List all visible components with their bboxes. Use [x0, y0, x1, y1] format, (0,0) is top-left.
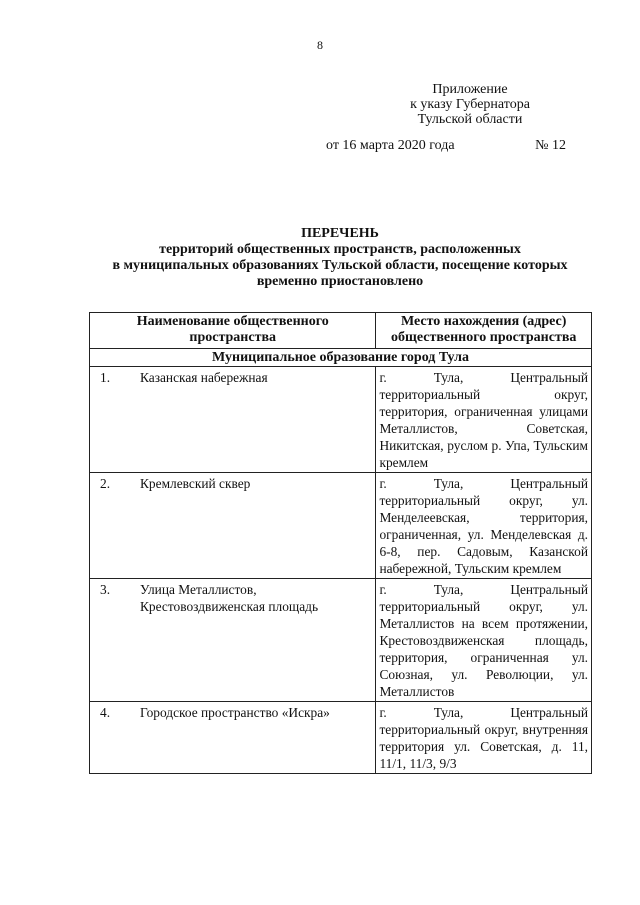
table-header-row — [90, 313, 592, 349]
document-title — [70, 226, 610, 290]
title-line-3: в муниципальных образованиях Тульской области, посещение которых — [112, 258, 568, 273]
appendix-block — [380, 82, 560, 127]
table-row — [90, 579, 592, 702]
table-row — [90, 702, 592, 774]
title-line-2: территорий общественных пространств, расположенных — [159, 242, 521, 257]
space-address: г. Тула, Центральный территориальный округ, ул. Менделеевская, территория, ограниченная, ул. Менделевская д. 6-8, пер. Садовым, Казанской набережной, Тульским кремлем — [376, 473, 592, 579]
space-address: г. Тула, Центральный территориальный округ, ул. Металлистов на всем протяжении, Крестовоздвиженская площадь, территория, ограниченная ул. Союзная, ул. Революции, ул. Металлистов — [376, 579, 592, 702]
space-address: г. Тула, Центральный территориальный округ, территория, ограниченная улицами Металлистов, Советская, Никитская, руслом р. Упа, Тульским кремлем — [376, 367, 592, 473]
space-name-cell — [90, 702, 376, 774]
appendix-line-2: к указу Губернатора — [410, 97, 530, 112]
table-row — [90, 473, 592, 579]
header-location: Место нахождения (адрес) общественного пространства — [376, 313, 592, 349]
section-title: Муниципальное образование город Тула — [90, 349, 592, 367]
space-name-cell — [90, 367, 376, 473]
row-number: 3. — [100, 582, 111, 597]
appendix-line-3: Тульской области — [417, 112, 523, 127]
space-name: Казанская набережная — [140, 370, 268, 385]
space-name: Городское пространство «Искра» — [140, 705, 330, 720]
title-line-4: временно приостановлено — [256, 274, 424, 289]
decree-line — [326, 138, 566, 154]
header-space-name: Наименование общественного пространства — [90, 313, 376, 349]
row-number: 2. — [100, 476, 111, 491]
decree-date: от 16 марта 2020 года — [326, 138, 455, 153]
title-heading: ПЕРЕЧЕНЬ — [301, 226, 379, 241]
section-row — [90, 349, 592, 367]
appendix-line-1: Приложение — [432, 82, 508, 97]
row-number: 4. — [100, 705, 111, 720]
decree-number: № 12 — [535, 138, 566, 153]
space-name: Кремлевский сквер — [140, 476, 251, 491]
row-number: 1. — [100, 370, 111, 385]
page-number: 8 — [317, 38, 323, 52]
space-name: Улица Металлистов, Крестовоздвиженская площадь — [140, 582, 319, 614]
table-row — [90, 367, 592, 473]
space-address: г. Тула, Центральный территориальный округ, внутренняя территория ул. Советская, д. 11, 11/1, 11/3, 9/3 — [376, 702, 592, 774]
public-spaces-table — [89, 312, 592, 774]
space-name-cell — [90, 579, 376, 702]
space-name-cell — [90, 473, 376, 579]
